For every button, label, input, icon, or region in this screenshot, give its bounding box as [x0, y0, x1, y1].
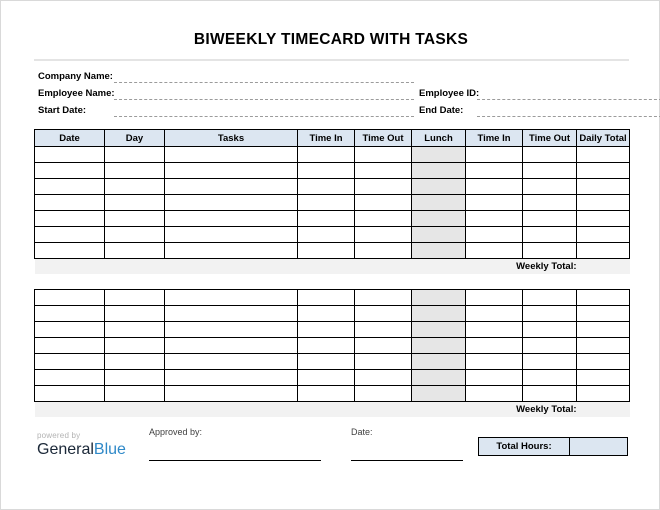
cell-time-out[interactable] — [523, 338, 577, 354]
cell-date[interactable] — [35, 195, 105, 211]
cell-lunch[interactable] — [412, 290, 466, 306]
cell-day[interactable] — [105, 211, 165, 227]
table-row — [35, 227, 630, 243]
cell-time-in[interactable] — [466, 338, 523, 354]
cell-time-out[interactable] — [523, 290, 577, 306]
week1-total-label: Weekly Total: — [35, 259, 577, 275]
cell-time-out[interactable] — [355, 243, 412, 259]
cell-lunch[interactable] — [412, 386, 466, 402]
cell-time-out[interactable] — [523, 243, 577, 259]
cell-day[interactable] — [105, 163, 165, 179]
table-row — [35, 211, 630, 227]
cell-day[interactable] — [105, 179, 165, 195]
end-date-input[interactable] — [477, 116, 660, 117]
employee-name-row — [34, 86, 629, 102]
table-row — [35, 147, 630, 163]
cell-day[interactable] — [105, 338, 165, 354]
cell-tasks[interactable] — [165, 322, 298, 338]
cell-lunch[interactable] — [412, 211, 466, 227]
cell-day[interactable] — [105, 386, 165, 402]
cell-time-out[interactable] — [355, 306, 412, 322]
cell-time-in[interactable] — [466, 179, 523, 195]
cell-time-in[interactable] — [466, 306, 523, 322]
employee-name-input[interactable] — [114, 99, 414, 100]
cell-tasks[interactable] — [165, 306, 298, 322]
cell-lunch[interactable] — [412, 179, 466, 195]
cell-time-out[interactable] — [355, 227, 412, 243]
table-row — [35, 163, 630, 179]
cell-daily-total[interactable] — [577, 243, 630, 259]
cell-daily-total[interactable] — [577, 227, 630, 243]
cell-time-out[interactable] — [523, 211, 577, 227]
column-header-time-out: Time Out — [355, 130, 412, 147]
cell-time-in[interactable] — [298, 179, 355, 195]
cell-time-out[interactable] — [355, 147, 412, 163]
cell-time-in[interactable] — [466, 243, 523, 259]
cell-daily-total[interactable] — [577, 195, 630, 211]
cell-time-in[interactable] — [466, 290, 523, 306]
table-row — [35, 306, 630, 322]
cell-daily-total[interactable] — [577, 306, 630, 322]
cell-time-in[interactable] — [466, 322, 523, 338]
cell-time-out[interactable] — [523, 370, 577, 386]
cell-day[interactable] — [105, 195, 165, 211]
column-header-lunch: Lunch — [412, 130, 466, 147]
approved-by-input[interactable] — [149, 437, 321, 461]
cell-lunch[interactable] — [412, 322, 466, 338]
start-date-input[interactable] — [114, 116, 414, 117]
cell-tasks[interactable] — [165, 195, 298, 211]
approved-by-label: Approved by: — [149, 427, 203, 437]
week2-total-label: Weekly Total: — [35, 402, 577, 418]
cell-date[interactable] — [35, 290, 105, 306]
cell-tasks[interactable] — [165, 243, 298, 259]
week1-total-value[interactable] — [577, 259, 630, 275]
total-hours-box — [478, 437, 628, 456]
cell-daily-total[interactable] — [577, 386, 630, 402]
cell-tasks[interactable] — [165, 227, 298, 243]
cell-lunch[interactable] — [412, 338, 466, 354]
cell-time-out[interactable] — [523, 354, 577, 370]
cell-time-out[interactable] — [355, 195, 412, 211]
signature-date-label: Date: — [351, 427, 373, 437]
employee-id-label: Employee ID: — [419, 88, 480, 99]
table-row — [35, 195, 630, 211]
week2-total-value[interactable] — [577, 402, 630, 418]
cell-lunch[interactable] — [412, 243, 466, 259]
cell-tasks[interactable] — [165, 211, 298, 227]
cell-tasks[interactable] — [165, 147, 298, 163]
cell-time-out[interactable] — [523, 147, 577, 163]
cell-daily-total[interactable] — [577, 354, 630, 370]
company-name-input[interactable] — [114, 82, 414, 83]
cell-time-out[interactable] — [523, 386, 577, 402]
cell-time-in[interactable] — [298, 354, 355, 370]
cell-time-in[interactable] — [466, 227, 523, 243]
company-name-label: Company Name: — [38, 71, 113, 82]
end-date-label: End Date: — [419, 105, 464, 116]
column-header-daily-total: Daily Total — [577, 130, 630, 147]
cell-time-out[interactable] — [523, 227, 577, 243]
cell-time-out[interactable] — [523, 306, 577, 322]
header-divider — [34, 59, 629, 61]
cell-time-in[interactable] — [466, 386, 523, 402]
start-date-label: Start Date: — [38, 105, 87, 116]
header-fields — [34, 69, 629, 120]
cell-time-in[interactable] — [298, 290, 355, 306]
cell-date[interactable] — [35, 179, 105, 195]
brand-general: General — [37, 441, 94, 458]
column-header-time-out: Time Out — [523, 130, 577, 147]
cell-lunch[interactable] — [412, 370, 466, 386]
cell-time-in[interactable] — [466, 195, 523, 211]
cell-date[interactable] — [35, 211, 105, 227]
column-header-time-in: Time In — [298, 130, 355, 147]
employee-id-input[interactable] — [477, 99, 660, 100]
table-row — [35, 179, 630, 195]
cell-date[interactable] — [35, 354, 105, 370]
column-header-date: Date — [35, 130, 105, 147]
week2-total-row — [35, 402, 630, 418]
cell-time-in[interactable] — [298, 370, 355, 386]
cell-time-in[interactable] — [298, 211, 355, 227]
cell-time-out[interactable] — [355, 163, 412, 179]
cell-day[interactable] — [105, 370, 165, 386]
table-row — [35, 354, 630, 370]
cell-time-in[interactable] — [298, 195, 355, 211]
cell-time-out[interactable] — [355, 386, 412, 402]
table-row — [35, 290, 630, 306]
brand-name — [37, 441, 126, 459]
table-header-row — [35, 130, 630, 147]
cell-daily-total[interactable] — [577, 179, 630, 195]
cell-time-in[interactable] — [466, 354, 523, 370]
cell-date[interactable] — [35, 370, 105, 386]
cell-day[interactable] — [105, 147, 165, 163]
cell-time-out[interactable] — [355, 354, 412, 370]
cell-tasks[interactable] — [165, 386, 298, 402]
signature-date-input[interactable] — [351, 437, 463, 461]
cell-daily-total[interactable] — [577, 338, 630, 354]
cell-time-in[interactable] — [466, 147, 523, 163]
cell-daily-total[interactable] — [577, 211, 630, 227]
cell-day[interactable] — [105, 306, 165, 322]
cell-tasks[interactable] — [165, 338, 298, 354]
cell-date[interactable] — [35, 147, 105, 163]
cell-date[interactable] — [35, 243, 105, 259]
cell-time-out[interactable] — [523, 195, 577, 211]
cell-time-in[interactable] — [298, 322, 355, 338]
powered-by-text: powered by — [37, 431, 81, 440]
table-row — [35, 243, 630, 259]
cell-daily-total[interactable] — [577, 163, 630, 179]
cell-time-out[interactable] — [355, 322, 412, 338]
cell-time-in[interactable] — [298, 163, 355, 179]
cell-time-out[interactable] — [355, 290, 412, 306]
company-name-row — [34, 69, 629, 85]
cell-time-out[interactable] — [355, 370, 412, 386]
cell-tasks[interactable] — [165, 290, 298, 306]
cell-date[interactable] — [35, 227, 105, 243]
generalblue-logo — [37, 431, 126, 459]
cell-lunch[interactable] — [412, 354, 466, 370]
cell-date[interactable] — [35, 163, 105, 179]
cell-tasks[interactable] — [165, 354, 298, 370]
cell-time-in[interactable] — [466, 211, 523, 227]
table-row — [35, 322, 630, 338]
cell-time-in[interactable] — [298, 243, 355, 259]
cell-lunch[interactable] — [412, 195, 466, 211]
cell-lunch[interactable] — [412, 147, 466, 163]
cell-time-out[interactable] — [355, 338, 412, 354]
cell-time-in[interactable] — [298, 227, 355, 243]
cell-day[interactable] — [105, 354, 165, 370]
cell-daily-total[interactable] — [577, 147, 630, 163]
cell-lunch[interactable] — [412, 306, 466, 322]
start-date-row — [34, 103, 629, 119]
table-row — [35, 338, 630, 354]
employee-name-label: Employee Name: — [38, 88, 115, 99]
total-hours-value[interactable] — [570, 438, 628, 456]
cell-day[interactable] — [105, 290, 165, 306]
cell-lunch[interactable] — [412, 163, 466, 179]
cell-tasks[interactable] — [165, 370, 298, 386]
cell-time-in[interactable] — [298, 306, 355, 322]
timecard-table-week2 — [34, 289, 630, 417]
cell-date[interactable] — [35, 386, 105, 402]
cell-time-in[interactable] — [466, 163, 523, 179]
cell-day[interactable] — [105, 322, 165, 338]
cell-lunch[interactable] — [412, 227, 466, 243]
column-header-tasks: Tasks — [165, 130, 298, 147]
cell-time-in[interactable] — [298, 338, 355, 354]
cell-daily-total[interactable] — [577, 322, 630, 338]
cell-time-out[interactable] — [523, 163, 577, 179]
brand-blue: Blue — [93, 441, 126, 458]
cell-tasks[interactable] — [165, 179, 298, 195]
cell-date[interactable] — [35, 322, 105, 338]
page-title: BIWEEKLY TIMECARD WITH TASKS — [193, 31, 469, 48]
cell-daily-total[interactable] — [577, 290, 630, 306]
cell-date[interactable] — [35, 306, 105, 322]
week1-total-row — [35, 259, 630, 275]
cell-time-out[interactable] — [355, 179, 412, 195]
cell-time-in[interactable] — [466, 370, 523, 386]
column-header-time-in: Time In — [466, 130, 523, 147]
cell-tasks[interactable] — [165, 163, 298, 179]
cell-time-out[interactable] — [523, 179, 577, 195]
cell-time-in[interactable] — [298, 147, 355, 163]
approved-by-field — [149, 427, 321, 461]
column-header-day: Day — [105, 130, 165, 147]
signature-date-field — [351, 427, 463, 461]
cell-day[interactable] — [105, 227, 165, 243]
table-row — [35, 370, 630, 386]
cell-daily-total[interactable] — [577, 370, 630, 386]
cell-date[interactable] — [35, 338, 105, 354]
cell-time-out[interactable] — [523, 322, 577, 338]
cell-time-in[interactable] — [298, 386, 355, 402]
table-row — [35, 386, 630, 402]
timecard-table-week1 — [34, 129, 630, 274]
cell-time-out[interactable] — [355, 211, 412, 227]
cell-day[interactable] — [105, 243, 165, 259]
total-hours-label: Total Hours: — [479, 438, 570, 456]
